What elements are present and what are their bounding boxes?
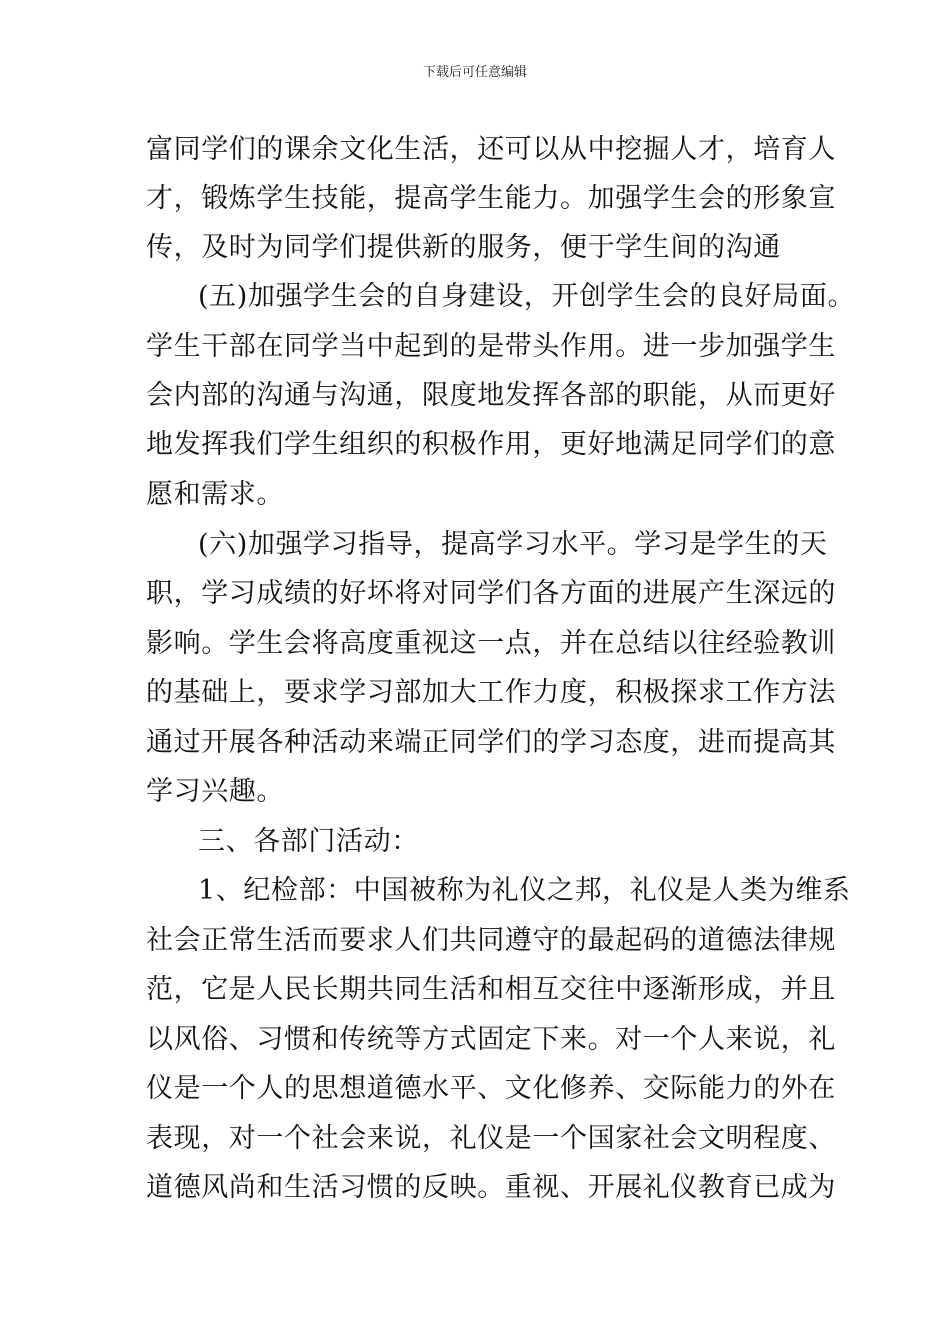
text-line: 学生干部在同学当中起到的是带头作用。进一步加强学生: [146, 331, 836, 362]
text-line: 影响。学生会将高度重视这一点，并在总结以往经验教训: [146, 628, 836, 659]
text-line: 传，及时为同学们提供新的服务，便于学生间的沟通: [146, 232, 781, 263]
text-line: 表现，对一个社会来说，礼仪是一个国家社会文明程度、: [146, 1123, 836, 1154]
text-line: 通过开展各种活动来端正同学们的学习态度，进而提高其: [146, 727, 836, 758]
text-line: 职，学习成绩的好坏将对同学们各方面的进展产生深远的: [146, 578, 836, 609]
text-line: 的基础上，要求学习部加大工作力度，积极探求工作方法: [146, 677, 836, 708]
text-line: 道德风尚和生活习惯的反映。重视、开展礼仪教育已成为: [146, 1172, 836, 1203]
section-heading: 三、各部门活动：: [198, 826, 419, 857]
text-line: 富同学们的课余文化生活，还可以从中挖掘人才，培育人: [146, 134, 836, 165]
text-line: 社会正常生活而要求人们共同遵守的最起码的道德法律规: [146, 925, 836, 956]
page-header: 下载后可任意编辑: [422, 65, 527, 80]
paragraph-heading-5: (五)加强学生会的自身建设，开创学生会的良好局面。: [198, 281, 856, 312]
text-line: 以风俗、习惯和传统等方式固定下来。对一个人来说，礼: [146, 1024, 836, 1055]
text-line: 范，它是人民长期共同生活和相互交往中逐渐形成，并且: [146, 974, 836, 1005]
text-line: 学习兴趣。: [146, 776, 284, 807]
paragraph-heading-1: 1、纪检部：中国被称为礼仪之邦，礼仪是人类为维系: [198, 875, 851, 906]
text-line: 地发挥我们学生组织的积极作用，更好地满足同学们的意: [146, 429, 836, 460]
paragraph-heading-6: (六)加强学习指导，提高学习水平。学习是学生的天: [198, 529, 828, 560]
text-line: 才，锻炼学生技能，提高学生能力。加强学生会的形象宣: [146, 183, 836, 214]
text-line: 会内部的沟通与沟通，限度地发挥各部的职能，从而更好: [146, 380, 836, 411]
text-line: 愿和需求。: [146, 479, 284, 510]
text-line: 仪是一个人的思想道德水平、文化修养、交际能力的外在: [146, 1073, 836, 1104]
